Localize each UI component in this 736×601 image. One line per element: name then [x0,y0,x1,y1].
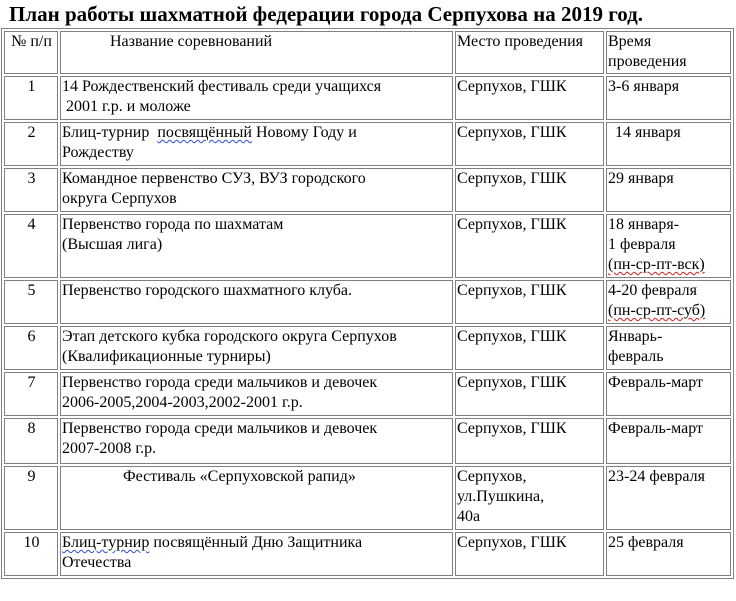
table-row [4,326,731,370]
row-num: 5 [4,280,58,324]
row-name: Фестиваль «Серпуховской рапид» [60,466,453,530]
row-name: Этап детского кубка городского округа Серпухов (Квалификационные турниры) [60,326,453,370]
row-time: 3-6 января [606,76,731,120]
row-time: Февраль-март [606,372,731,416]
row-place: Серпухов, ГШК [455,418,604,464]
row-place: Серпухов, ГШК [455,214,604,278]
row-place: Серпухов, ГШК [455,168,604,212]
row-time: 23-24 февраля [606,466,731,530]
row-name: Первенство города среди мальчиков и девочек 2006-2005,2004-2003,2002-2001 г.р. [60,372,453,416]
row-num: 10 [4,532,58,576]
header-place: Место проведения [455,31,604,74]
row-time: 14 января [606,122,731,166]
row-num: 7 [4,372,58,416]
row-name: Первенство городского шахматного клуба. [60,280,453,324]
row-name: Первенство города среди мальчиков и девочек 2007-2008 г.р. [60,418,453,464]
header-name: Название соревнований [60,31,453,74]
row-num: 2 [4,122,58,166]
row-place: Серпухов, ГШК [455,280,604,324]
row-time: Январь- февраль [606,326,731,370]
table-row [4,214,731,278]
row-time: Февраль-март [606,418,731,464]
row-place: Серпухов, ГШК [455,326,604,370]
row-place: Серпухов, ГШК [455,76,604,120]
row-time: 29 января [606,168,731,212]
row-num: 4 [4,214,58,278]
row-num: 8 [4,418,58,464]
table-row [4,168,731,212]
row-time: 18 января- 1 февраля (пн-ср-пт-вск) [606,214,731,278]
row-num: 3 [4,168,58,212]
table-row [4,532,731,576]
row-name: Первенство города по шахматам (Высшая лига) [60,214,453,278]
page-title: План работы шахматной федерации города Серпухова на 2019 год. [9,2,644,26]
row-place: Серпухов, ГШК [455,122,604,166]
row-place: Серпухов, ГШК [455,372,604,416]
row-num: 6 [4,326,58,370]
row-name: Командное первенство СУЗ, ВУЗ городского округа Серпухов [60,168,453,212]
row-time: 25 февраля [606,532,731,576]
row-time: 4-20 февраля (пн-ср-пт-суб) [606,280,731,324]
table-row [4,122,731,166]
row-place: Серпухов, ул.Пушкина, 40а [455,466,604,530]
row-name: Блиц-турнир посвящённый Дню Защитника Отечества [60,532,453,576]
competition-plan-table [1,28,734,579]
header-num: № п/п [4,31,58,74]
table-row [4,372,731,416]
row-place: Серпухов, ГШК [455,532,604,576]
row-num: 1 [4,76,58,120]
table-row [4,466,731,530]
row-name: Блиц-турнир посвящённый Новому Году и Рождеству [60,122,453,166]
row-name: 14 Рождественский фестиваль среди учащихся 2001 г.р. и моложе [60,76,453,120]
table-row [4,76,731,120]
header-time: Время проведения [606,31,731,74]
table-header-row [4,31,731,74]
table-row [4,418,731,464]
row-num: 9 [4,466,58,530]
table-row [4,280,731,324]
